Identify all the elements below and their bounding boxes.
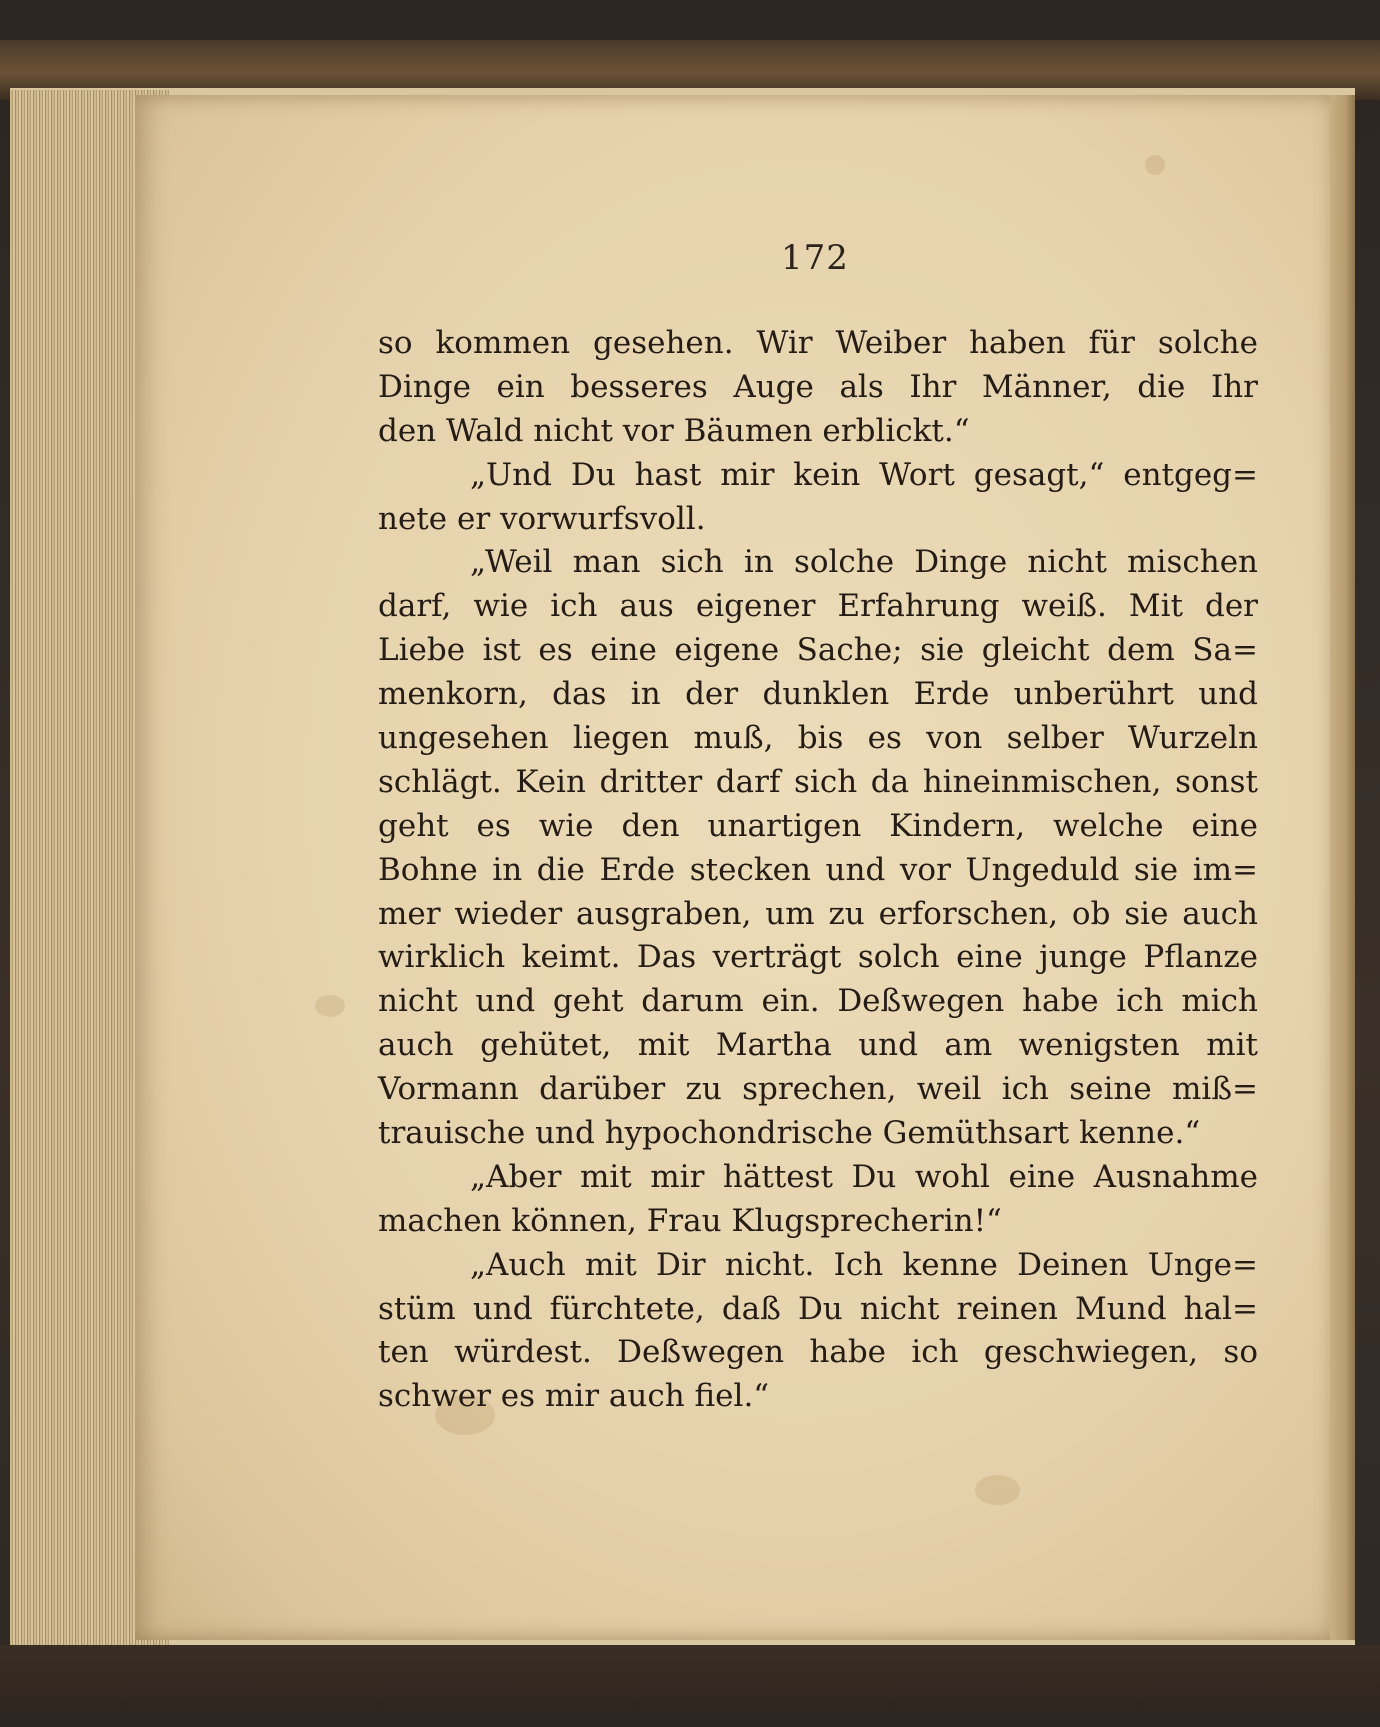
foxing-spot <box>1145 155 1165 175</box>
page-right-edge <box>1330 95 1355 1640</box>
text-line: Liebe ist es eine eigene Sache; sie gleicht dem Sa= <box>378 632 1258 669</box>
text-line: „Auch mit Dir nicht. Ich kenne Deinen Unge= <box>470 1246 1258 1283</box>
text-line: machen können, Frau Klugsprecherin!“ <box>378 1202 1002 1239</box>
text-line: Bohne in die Erde stecken und vor Ungeduld sie im= <box>378 851 1258 888</box>
foxing-spot <box>315 995 345 1017</box>
book-cover-bottom <box>0 1645 1380 1727</box>
text-line: darf, wie ich aus eigener Erfahrung weiß. Mit der <box>378 588 1258 625</box>
text-line: mer wieder ausgraben, um zu erforschen, ob sie auch <box>378 895 1258 932</box>
text-line: Dinge ein besseres Auge als Ihr Männer, die Ihr <box>378 368 1258 405</box>
text-line: „Weil man sich in solche Dinge nicht mischen <box>470 544 1258 581</box>
text-line: trauische und hypochondrische Gemüthsart kenne.“ <box>378 1115 1201 1152</box>
text-line: schlägt. Kein dritter darf sich da hineinmischen, sonst <box>378 763 1258 800</box>
text-line: auch gehütet, mit Martha und am wenigsten mit <box>378 1027 1258 1064</box>
text-line: stüm und fürchtete, daß Du nicht reinen Mund hal= <box>378 1290 1258 1327</box>
body-text <box>378 322 1258 1419</box>
text-line: „Und Du hast mir kein Wort gesagt,“ entgeg= <box>470 456 1258 493</box>
text-line: so kommen gesehen. Wir Weiber haben für solche <box>378 325 1258 361</box>
text-line: nicht und geht darum ein. Deßwegen habe ich mich <box>378 983 1258 1020</box>
page-number: 172 <box>781 238 849 278</box>
text-line: Vormann darüber zu sprechen, weil ich seine miß= <box>378 1071 1258 1108</box>
text-line: den Wald nicht vor Bäumen erblickt.“ <box>378 412 970 449</box>
foxing-spot <box>975 1475 1020 1505</box>
text-line: schwer es mir auch fiel.“ <box>378 1378 770 1415</box>
text-line: ten würdest. Deßwegen habe ich geschwiegen, so <box>378 1334 1258 1371</box>
text-line: menkorn, das in der dunklen Erde unberührt und <box>378 676 1258 713</box>
text-line: nete er vorwurfsvoll. <box>378 500 706 537</box>
text-line: geht es wie den unartigen Kindern, welche eine <box>378 807 1258 844</box>
text-line: ungesehen liegen muß, bis es von selber Wurzeln <box>378 720 1258 757</box>
text-line: wirklich keimt. Das verträgt solch eine junge Pflanze <box>378 939 1258 976</box>
text-line: „Aber mit mir hättest Du wohl eine Ausnahme <box>470 1158 1258 1195</box>
